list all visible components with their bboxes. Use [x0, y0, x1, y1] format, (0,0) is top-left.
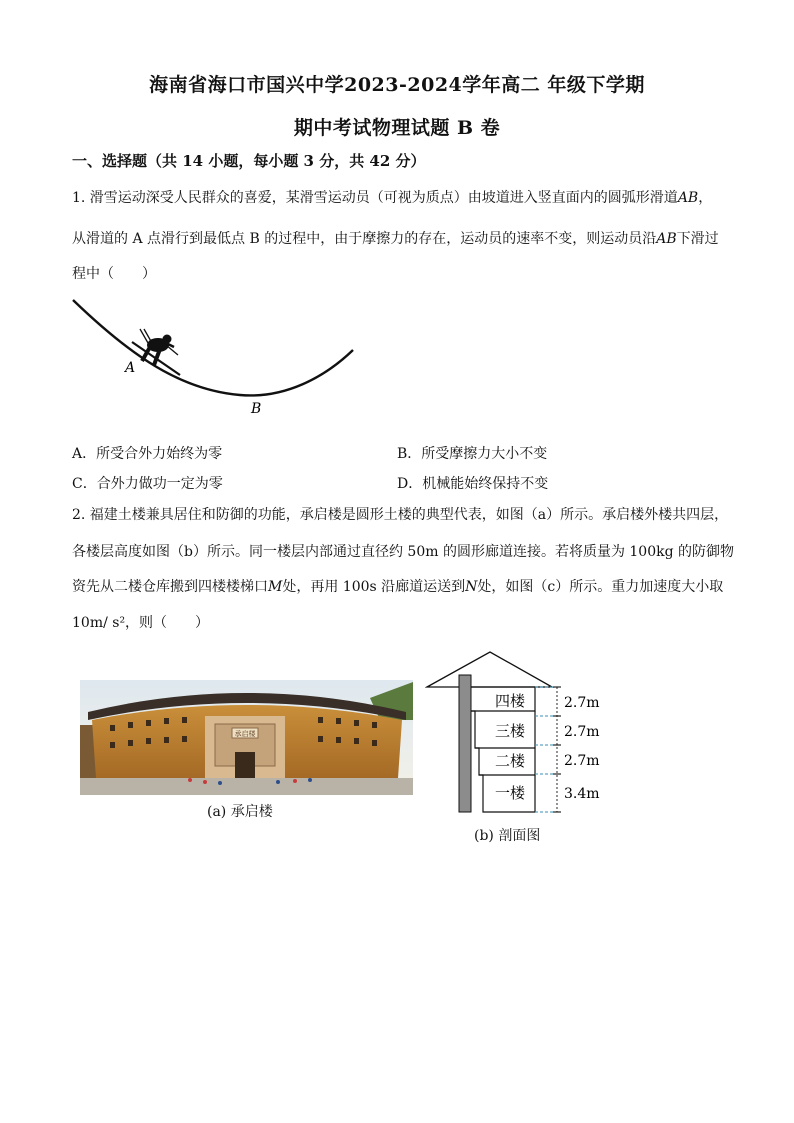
q1-text: 下滑过: [676, 231, 719, 247]
ski-track-figure: [70, 295, 370, 420]
q2-text: 处，再用 100s 沿廊道运送到: [282, 579, 466, 595]
q2-var-n: N: [465, 579, 478, 595]
q2-stem-line1: 2. 福建土楼兼具居住和防御的功能，承启楼是圆形土楼的典型代表，如图（a）所示。承启楼外楼共四层，: [72, 507, 729, 523]
q1-stem-line1: [72, 188, 712, 208]
q1-option-b[interactable]: B．所受摩擦力大小不变: [397, 446, 548, 462]
section-diagram: [425, 650, 615, 820]
q1-stem-line3: 程中（ ）: [72, 266, 156, 282]
skier-icon: [132, 329, 180, 375]
arc-track: [73, 300, 353, 395]
q1-var-ab: AB: [677, 190, 699, 206]
q2-text: 资先从二楼仓库搬到四楼楼梯口: [72, 579, 268, 595]
q1-stem-line2: [72, 229, 719, 249]
q1-option-a[interactable]: A．所受合外力始终为零: [72, 446, 223, 462]
section-heading: 一、选择题（共 14 小题，每小题 3 分，共 42 分）: [72, 152, 426, 170]
q2-stem-line4: 10m/ s²，则（ ）: [72, 615, 210, 631]
q1-var-ab: AB: [656, 231, 677, 247]
q2-var-m: M: [268, 579, 283, 595]
height-label-3: 2.7m: [564, 724, 600, 740]
document-title-line2: 期中考试物理试题 B 卷: [293, 117, 501, 139]
height-label-1: 3.4m: [564, 786, 600, 802]
roof: [427, 652, 552, 687]
document-title-line1: 海南省海口市国兴中学2023-2024学年高二 年级下学期: [149, 74, 645, 96]
q1-text: ，: [698, 190, 713, 206]
floor-label-4: 四楼: [495, 692, 526, 710]
outer-wall: [459, 675, 471, 812]
floor-label-2: 二楼: [495, 752, 526, 770]
q1-option-d[interactable]: D．机械能始终保持不变: [397, 476, 549, 492]
q2-text: 处，如图（c）所示。重力加速度大小取: [477, 579, 724, 595]
caption-b: (b) 剖面图: [474, 828, 541, 844]
height-label-2: 2.7m: [564, 753, 600, 769]
floor-label-3: 三楼: [495, 722, 526, 740]
q2-stem-line2: 各楼层高度如图（b）所示。同一楼层内部通过直径约 50m 的圆形廊道连接。若将质量为 100kg 的防御物: [72, 544, 735, 560]
gate-sign: 承启楼: [234, 730, 256, 738]
q1-text: 从滑道的 A 点滑行到最低点 B 的过程中，由于摩擦力的存在，运动员的速率不变，则运动员沿: [72, 231, 657, 247]
height-label-4: 2.7m: [564, 695, 600, 711]
q1-option-c[interactable]: C．合外力做功一定为零: [72, 476, 223, 492]
point-b-label: B: [251, 401, 262, 417]
point-a-label: A: [125, 360, 136, 376]
caption-a: (a) 承启楼: [207, 804, 273, 820]
q1-text: 1. 滑雪运动深受人民群众的喜爱，某滑雪运动员（可视为质点）由坡道进入竖直面内的圆弧形滑道: [72, 190, 678, 206]
q2-stem-line3: [72, 577, 723, 597]
floor-label-1: 一楼: [495, 784, 526, 802]
tulou-photo: [80, 680, 413, 795]
